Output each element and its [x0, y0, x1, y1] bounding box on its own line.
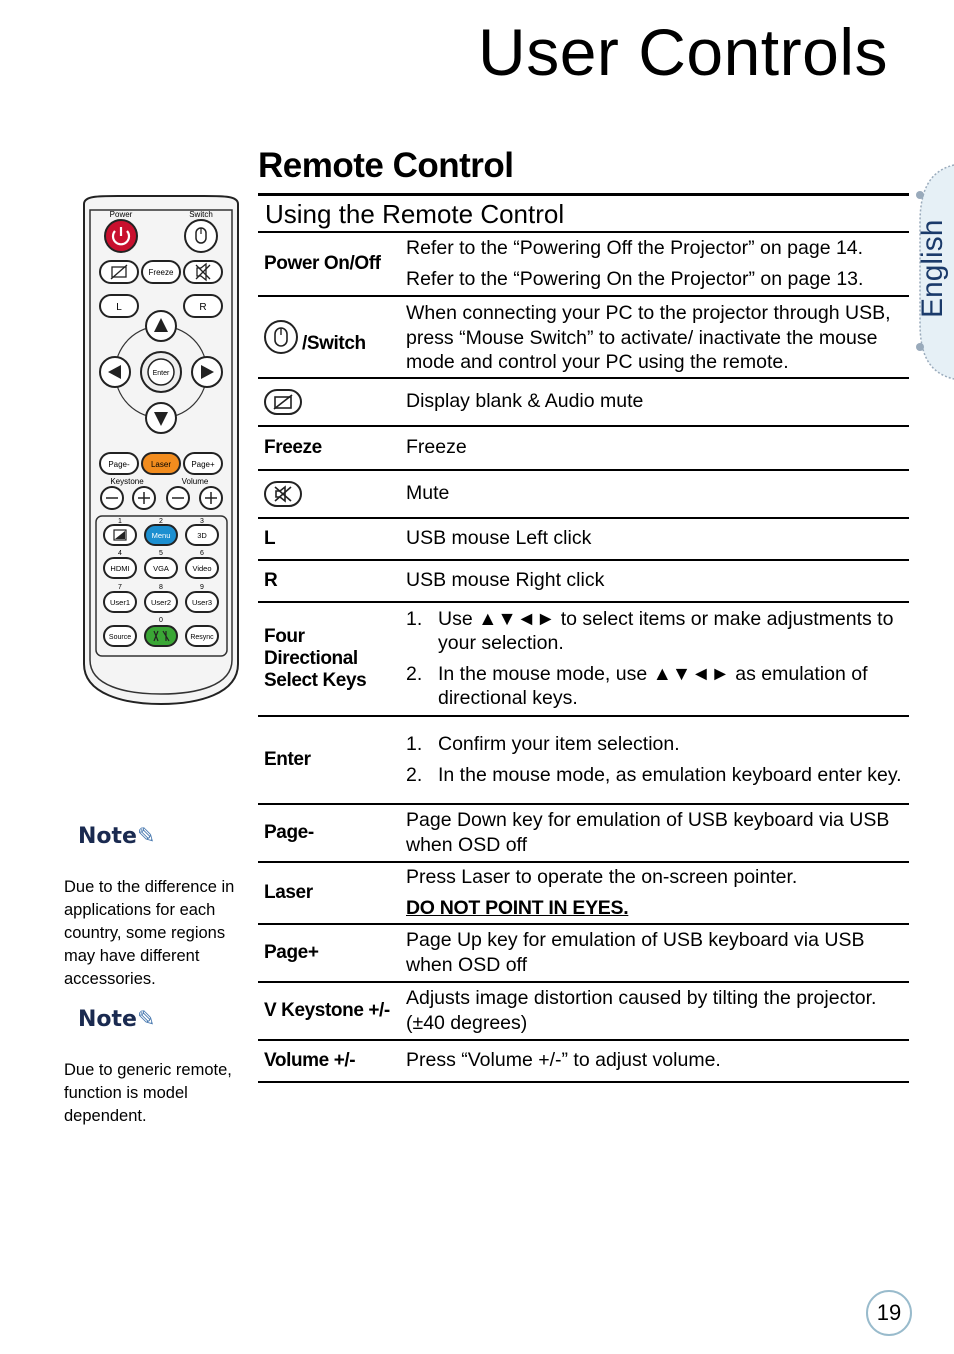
remote-keystone-label: Keystone	[110, 477, 144, 486]
remote-volume-minus	[167, 487, 189, 509]
row-key: Page-	[264, 822, 314, 843]
remote-aspect-button	[104, 525, 136, 545]
row-key: Select Keys	[264, 670, 367, 691]
remote-zero-button	[145, 626, 177, 646]
row-key: Volume +/-	[264, 1050, 356, 1071]
remote-num-0: 0	[159, 617, 163, 624]
remote-control-illustration	[78, 194, 244, 706]
pencil-icon: ✎	[136, 1007, 156, 1032]
row-key: /Switch	[302, 333, 366, 354]
remote-switch-label: Switch	[189, 210, 213, 219]
mouse-icon	[264, 320, 298, 354]
remote-num-2: 2	[159, 518, 163, 525]
remote-num-6: 6	[200, 550, 204, 557]
table-row-freeze	[258, 427, 909, 471]
remote-switch-button	[185, 220, 217, 252]
row-text: USB mouse Right click	[406, 569, 605, 592]
remote-num-9: 9	[200, 584, 204, 591]
row-key: Power On/Off	[264, 253, 381, 274]
row-text: Freeze	[406, 436, 467, 459]
remote-l-label: L	[116, 302, 122, 313]
mute-icon	[264, 481, 302, 507]
row-text: When connecting your PC to the projector through USB, press “Mouse Switch” to activate/ inactivate the mouse mode and control your PC using the remote.	[406, 302, 891, 373]
remote-hdmi-label: HDMI	[110, 564, 130, 573]
row-text: USB mouse Left click	[406, 527, 592, 550]
remote-pageup-button	[184, 453, 222, 474]
table-row-enter	[258, 717, 909, 805]
row-key: Laser	[264, 882, 313, 903]
table-row-pagedown	[258, 805, 909, 863]
table-row-laser	[258, 863, 909, 925]
table-row-mute	[258, 471, 909, 519]
row-text: Page Down key for emulation of USB keyboard via USB when OSD off	[406, 809, 890, 856]
remote-num-7: 7	[118, 584, 122, 591]
row-key: Freeze	[264, 437, 322, 458]
pencil-icon: ✎	[136, 824, 156, 849]
note-logo: Note✎	[78, 1007, 156, 1032]
remote-user3-button	[186, 592, 218, 612]
row-text: Press “Volume +/-” to adjust volume.	[406, 1049, 721, 1072]
remote-pagedown-label: Page-	[108, 460, 130, 469]
remote-l-button	[100, 295, 138, 317]
table-row-r	[258, 561, 909, 603]
remote-keystone-plus	[133, 487, 155, 509]
warning-text: DO NOT POINT IN EYES.	[406, 896, 629, 919]
remote-freeze-button	[142, 261, 180, 283]
note-text: Due to the difference in applications for each country, some regions may have different accessories.	[64, 878, 235, 988]
list-item: 1. Confirm your item selection.	[406, 733, 680, 755]
remote-num-5: 5	[159, 550, 163, 557]
remote-display-blank-button	[100, 261, 138, 283]
remote-user1-label: User1	[109, 598, 131, 607]
page-title: User Controls	[478, 15, 888, 89]
language-tab[interactable]	[908, 163, 954, 381]
remote-menu-label: Menu	[151, 531, 171, 540]
remote-user3-label: User3	[191, 598, 213, 607]
row-key: Directional	[264, 648, 358, 669]
row-text: Refer to the “Powering On the Projector” on page 13.	[406, 267, 864, 290]
remote-vga-label: VGA	[153, 564, 169, 573]
remote-user1-button	[104, 592, 136, 612]
remote-mute-button	[184, 261, 222, 283]
remote-video-label: Video	[192, 564, 212, 573]
list-item: 2. In the mouse mode, use ▲▼◄► as emulation of directional keys.	[406, 662, 868, 709]
table-row-display-blank	[258, 379, 909, 427]
table-row-directional	[258, 603, 909, 717]
remote-menu-button	[145, 525, 177, 545]
remote-pageup-label: Page+	[191, 460, 215, 469]
remote-num-3: 3	[200, 518, 204, 525]
section-title: Remote Control	[258, 146, 514, 185]
remote-functions-table	[258, 193, 909, 1083]
remote-enter-label: Enter	[152, 370, 170, 377]
table-row-l	[258, 519, 909, 561]
row-key: Enter	[264, 749, 311, 770]
remote-r-label: R	[199, 302, 207, 313]
row-key: L	[264, 528, 276, 549]
table-caption: Using the Remote Control	[258, 196, 909, 233]
remote-3d-label: 3D	[197, 531, 207, 540]
table-row-switch	[258, 297, 909, 379]
row-key: V Keystone +/-	[264, 1000, 390, 1021]
remote-3d-button	[186, 525, 218, 545]
row-text: Page Up key for emulation of USB keyboard via USB when OSD off	[406, 929, 865, 976]
row-text: Display blank & Audio mute	[406, 390, 644, 413]
remote-power-button	[105, 220, 137, 252]
row-text: Refer to the “Powering Off the Projector” on page 14.	[406, 237, 864, 259]
remote-r-button	[184, 295, 222, 317]
remote-laser-button	[142, 453, 180, 474]
remote-volume-label: Volume	[181, 477, 209, 486]
remote-num-1: 1	[118, 518, 122, 525]
remote-freeze-label: Freeze	[148, 268, 174, 277]
remote-hdmi-button	[104, 558, 136, 578]
row-text: Press Laser to operate the on-screen pointer.	[406, 866, 798, 888]
note-logo: Note✎	[78, 824, 156, 849]
remote-user2-label: User2	[150, 598, 172, 607]
remote-num-4: 4	[118, 550, 122, 557]
note-text: Due to generic remote, function is model dependent.	[64, 1061, 232, 1125]
remote-laser-label: Laser	[150, 460, 172, 469]
table-row-power	[258, 233, 909, 297]
remote-volume-plus	[200, 487, 222, 509]
list-item: 1. Use ▲▼◄► to select items or make adjustments to your selection.	[406, 607, 894, 654]
row-text: Mute	[406, 482, 450, 505]
remote-source-button	[104, 626, 136, 646]
remote-video-button	[186, 558, 218, 578]
row-key: Four	[264, 626, 305, 647]
remote-power-label: Power	[109, 210, 133, 219]
remote-user2-button	[145, 592, 177, 612]
remote-num-8: 8	[159, 584, 163, 591]
remote-resync-button	[186, 626, 218, 646]
remote-keystone-minus	[101, 487, 123, 509]
list-item: 2. In the mouse mode, as emulation keyboard enter key.	[406, 763, 902, 786]
page-number: 19	[866, 1290, 912, 1336]
language-tab-label: English	[916, 219, 949, 318]
remote-pagedown-button	[100, 453, 138, 474]
display-blank-icon	[264, 389, 302, 415]
table-row-keystone	[258, 983, 909, 1041]
remote-resync-label: Resync	[190, 634, 214, 641]
row-text: Adjusts image distortion caused by tilting the projector. (±40 degrees)	[406, 987, 877, 1034]
remote-vga-button	[145, 558, 177, 578]
row-key: R	[264, 570, 278, 591]
table-row-volume	[258, 1041, 909, 1083]
remote-source-label: Source	[108, 634, 132, 641]
row-key: Page+	[264, 942, 319, 963]
table-row-pageup	[258, 925, 909, 983]
